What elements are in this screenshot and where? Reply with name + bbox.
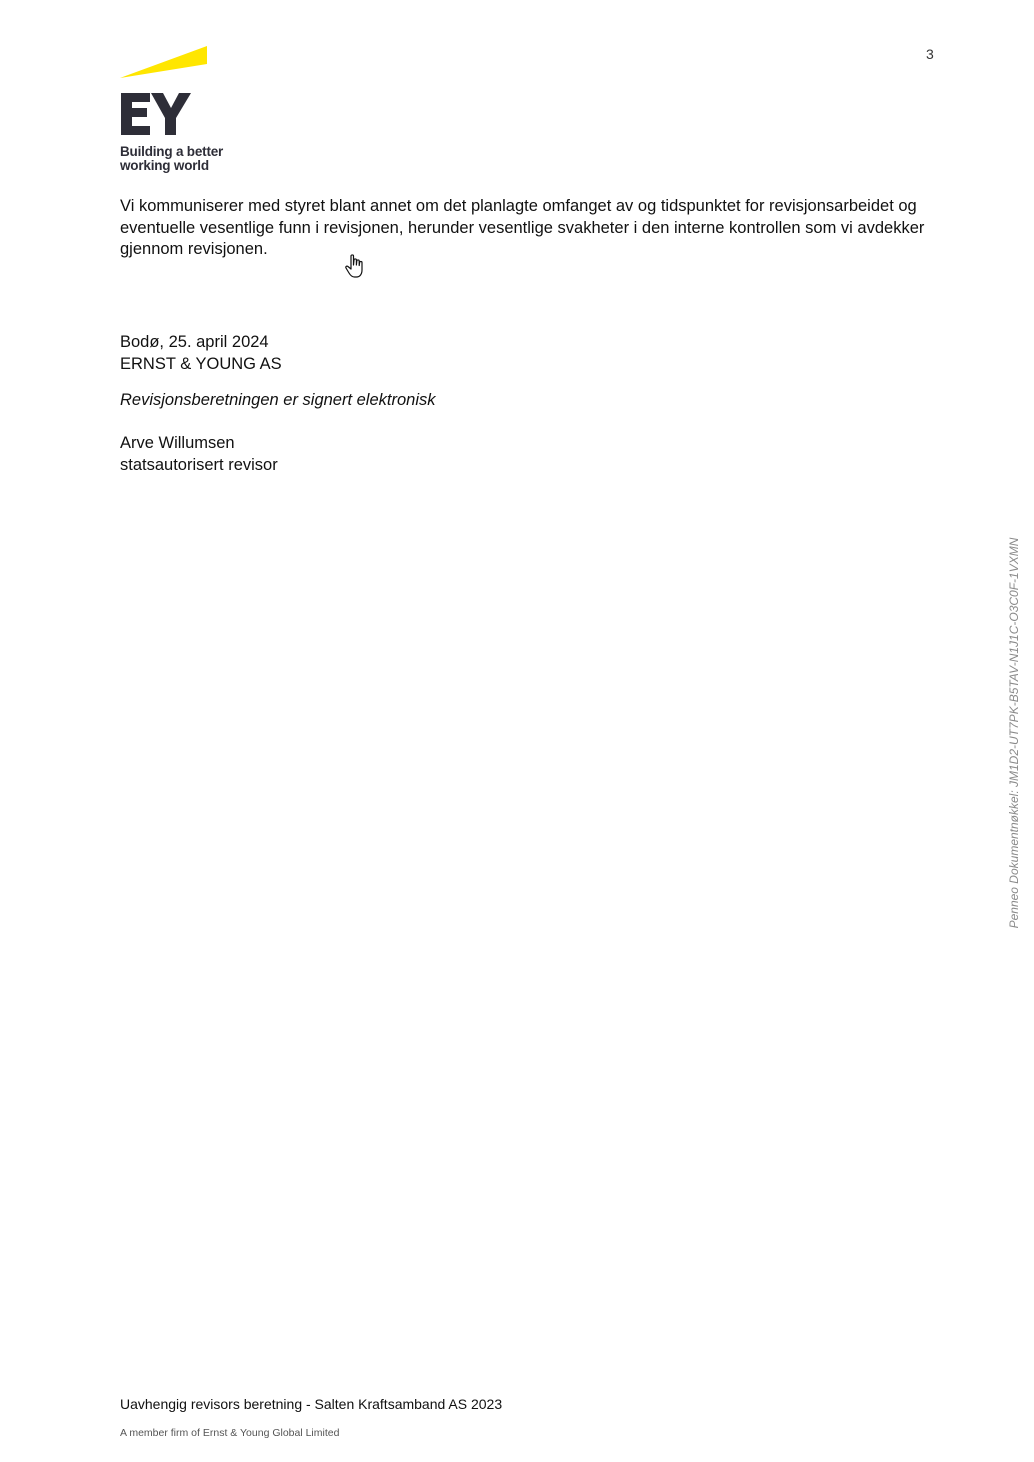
signer-title: statsautorisert revisor: [120, 456, 278, 474]
signer-name: Arve Willumsen: [120, 434, 235, 452]
ey-logo-letter-y: [151, 93, 191, 135]
ey-logo-beam: [120, 46, 207, 78]
document-key-watermark: Penneo Dokumentnøkkel: JM1D2-UT7PK-B5TAV-N1J1C-O3C0F-1VXMN: [1007, 537, 1021, 929]
body-paragraph: Vi kommuniserer med styret blant annet om det planlagte omfanget av og tidspunktet for revisjonsarbeidet og eventuelle vesentlige funn i revisjonen, herunder vesentlige svakheter i den interne kontrollen som vi avdekker gjennom revisjonen.: [120, 197, 925, 258]
logo-tagline-line1: Building a better: [120, 144, 224, 159]
ey-logo-letter-e: [121, 93, 150, 135]
hand-cursor-icon: [343, 253, 369, 281]
ey-logo: [118, 44, 248, 176]
footer-member-note: A member firm of Ernst & Young Global Limited: [120, 1427, 340, 1439]
place-date: Bodø, 25. april 2024: [120, 333, 269, 351]
logo-tagline: [120, 145, 223, 173]
page-number: 3: [926, 46, 934, 62]
footer-report-title: Uavhengig revisors beretning - Salten Kraftsamband AS 2023: [120, 1396, 503, 1412]
logo-tagline-line2: working world: [120, 158, 209, 173]
ey-logo-mark: [118, 44, 248, 144]
signed-electronically-note: Revisjonsberetningen er signert elektronisk: [120, 391, 436, 409]
company-name: ERNST & YOUNG AS: [120, 355, 282, 373]
